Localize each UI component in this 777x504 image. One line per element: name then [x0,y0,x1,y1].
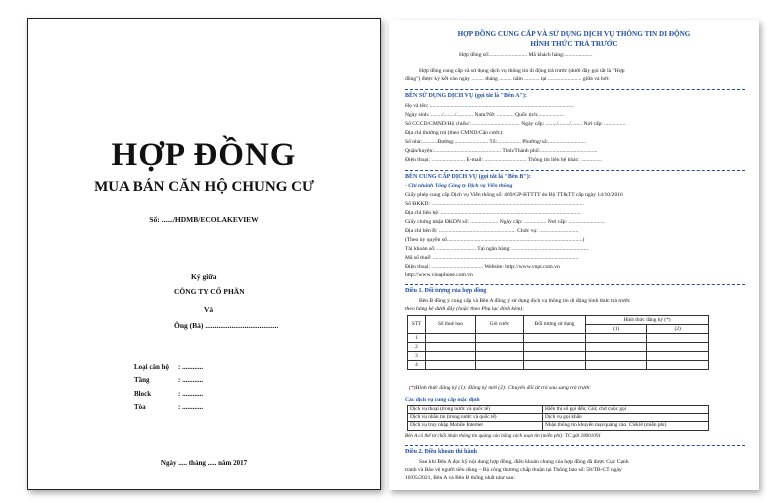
cover-buyer-name: Ông (Bà) ....................................... [174,321,279,330]
table-header: Gói cước [476,316,524,334]
article-2-line: tranh và Bảo vệ người tiêu dùng – Bộ công thương chấp thuận tại Thông báo số: 58/TB-CT ngày [405,467,622,473]
info-value: : ............ [178,389,204,398]
default-services-table [407,405,709,431]
table-header: Đối tượng sử dụng [524,316,586,334]
contract-number: Hợp đồng số:........................... Mã khách hàng:.................... [459,52,593,58]
article-2-line: Sau khi Bên A đọc kỹ nội dung hợp đồng, điều khoản chung của hợp đồng đã được Cục Cạnh [419,459,629,465]
table-cell: Hiển thị số gọi đến; Giữ, chờ cuộc gọi [543,406,709,414]
table-row [408,406,709,414]
party-b-heading: BÊN CUNG CẤP DỊCH VỤ (gọi tắt là "Bên B"): [405,174,531,180]
table-cell: Dịch vụ nhắn tin (trong nước và quốc tế) [408,414,543,422]
services-heading: Các dịch vụ cung cấp mặc định [405,397,480,403]
divider [405,445,745,446]
party-b-line: Mã số thuế: ........................................................................................................ [405,255,579,261]
cover-subtitle: MUA BÁN CĂN HỘ CHUNG CƯ [94,179,314,195]
table-row [408,343,709,352]
table-cell: 2 [408,343,426,352]
party-b-line: (Theo ủy quyền số.................................................................................................) [405,237,585,243]
table-header: STT [408,316,426,334]
party-a-line: Điện thoại: ........................ E-mail: .............................. Thông tin liên hệ khác: ............... [405,157,603,163]
party-b-line: Số ĐKKD: ............................................................................................................. [405,201,584,207]
info-row [134,401,203,415]
info-label: Tầng [134,376,150,385]
table-row [408,334,709,343]
table-header: Hình thức đăng ký (*) [586,316,709,325]
info-value: : ............ [178,376,204,385]
article-2-line: 10/05/2021, Bên A và Bên B thống nhất như sau: [405,475,515,481]
party-b-line: Giấy phép cung cấp Dịch vụ Viễn thông số: 469/GP-BTTTT do Bộ TT&TT cấp ngày 14/10/2016 [405,192,623,198]
info-value: : ............ [178,403,204,412]
table-subheader: (2) [647,325,709,334]
cover-company: CÔNG TY CỔ PHẦN [174,287,245,296]
contract-title-line2: HÌNH THỨC TRẢ TRƯỚC [530,40,618,48]
contract-cover-page [27,18,381,490]
table-note: (*)Hình thức đăng ký (1): Đăng ký mới (2): Chuyển đổi từ trả sau sang trả trước [409,385,591,391]
info-label: Tòa [134,403,146,412]
cover-and: Và [204,305,214,314]
cover-title: HỢP ĐỒNG [111,137,297,173]
cover-apartment-info [134,360,203,414]
table-row [408,352,709,361]
table-row [408,361,709,370]
service-contract-page [389,20,759,490]
table-row [408,422,709,430]
table-cell: 3 [408,352,426,361]
party-a-line: Quận/huyện:................................................ Tỉnh/Thành phố:......................................... [405,148,598,154]
party-b-line: Địa chỉ liên hệ: .................................................................................................... [405,210,581,216]
party-b-line: Giấy chứng nhận ĐKDN số: .................... Ngày cấp: ................ Nơi cấp: .......................... [405,219,605,225]
cover-contract-number: Số: ....../HDMB/ECOLAKEVIEW [149,215,259,224]
info-value: : ............ [178,362,204,371]
table-cell: Dịch vụ thoại (trong nước và quốc tế) [408,406,543,414]
party-b-line: Địa chỉ bên B: ....................................................... Chức vụ: ............................ [405,228,579,234]
contract-title: HỢP ĐỒNG CUNG CẤP VÀ SỬ DỤNG DỊCH VỤ THÔNG TIN DI ĐỘNG [457,30,691,38]
services-note: Bên A có thể từ chối nhận thông tin quảng cáo bằng cách soạn tin (miễn phí): TC gửi 18001091 [405,433,601,439]
info-label: Loại căn hộ [134,362,170,371]
intro-line: Hợp đồng cung cấp và sử dụng dịch vụ thông tin di động trả trước (dưới đây gọi tắt là "Hợp [419,68,625,74]
party-b-line: http://www.vinaphone.com.vn [405,272,473,278]
party-a-line: Số CCCD/CMND/Hộ chiếu/: .................................. Ngày cấp: ......../......../........ Nơi cấp: ............... [405,121,626,127]
article-1-heading: Điều 1. Đối tượng của hợp đồng [405,288,487,294]
table-subheader: (1) [586,325,647,334]
divider [405,89,745,90]
article-1-text: Bên B đồng ý cung cấp và Bên A đồng ý sử dụng dịch vụ thông tin di động hình thức trả trước [419,298,631,304]
table-cell: Dịch vụ truy nhập Mobile Internet [408,422,543,430]
divider [405,170,745,171]
party-b-branch: - Chi nhánh Tổng Công ty Dịch vụ Viễn thông [405,183,513,189]
party-b-line: Tài khoản số: ............................ Tại ngân hàng: ....................................................... [405,246,590,252]
table-cell: Nhận thông tin khuyến mại/quảng cáo. CSKH (miễn phí) [543,422,709,430]
table-cell: Dịch vụ gọi khẩn [543,414,709,422]
article-2-heading: Điều 2. Điều khoản thi hành [405,449,478,455]
table-row [408,414,709,422]
intro-line: đồng") được ký kết vào ngày ......... tháng ......... năm ........... tại ........................ giữa và bởi: [405,76,610,82]
article-1-text: theo bảng kê dưới đây (hoặc theo Phụ lục đính kèm): [405,306,525,312]
info-row [134,387,203,401]
cover-signed-between: Ký giữa [191,272,217,281]
party-a-line: Số nhà:...........Đường:........................ Tổ:................. Phường/xã:........................... [405,139,586,145]
party-b-line: Điện thoại: ..................................... Website: http://www.vnpt.com.vn [405,264,560,270]
party-a-heading: BÊN SỬ DỤNG DỊCH VỤ (gọi tắt là "Bên A"): [405,93,527,99]
party-a-line: Địa chỉ thường trú (theo CMND/Căn cước): [405,130,504,136]
table-cell: 4 [408,361,426,370]
info-row [134,374,203,388]
info-row [134,360,203,374]
divider [405,284,745,285]
table-cell: 1 [408,334,426,343]
party-a-line: Họ và tên: ....................................................................................................... [405,103,574,109]
subscriber-table [407,315,709,370]
info-label: Block [134,389,152,398]
table-header: Số thuê bao [426,316,476,334]
party-a-line: Ngày sinh: ......../......../............ Nam/Nữ: ............ Quốc tịch:.................. [405,112,564,118]
cover-date: Ngày ..... tháng ..... năm 2017 [160,459,248,467]
